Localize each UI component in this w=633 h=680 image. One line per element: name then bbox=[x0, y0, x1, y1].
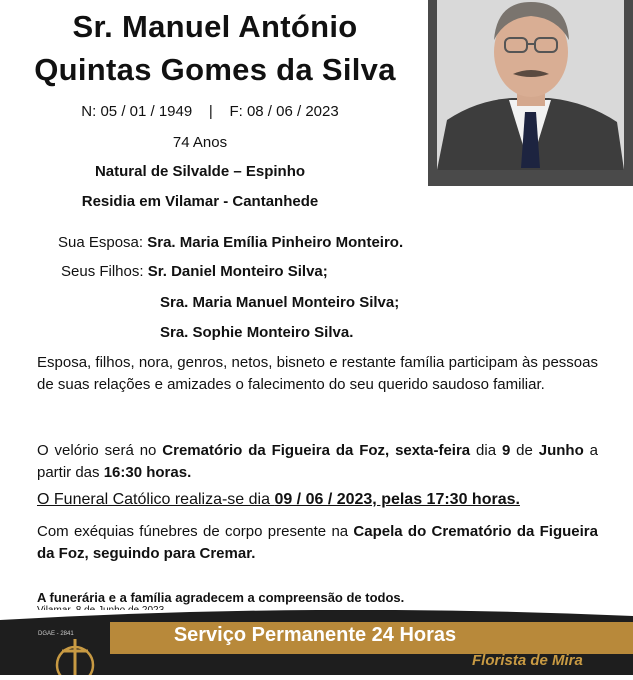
deceased-portrait bbox=[437, 0, 624, 170]
residence: Residia em Vilamar - Cantanhede bbox=[81, 193, 319, 210]
announcement-text: Esposa, filhos, nora, genros, netos, bisneto e restante família participam às pessoas de suas relações e amizades o falecimento do seu querido saudoso familiar. bbox=[37, 354, 598, 393]
service-banner-text: Serviço Permanente 24 Horas bbox=[173, 624, 457, 646]
service-text: Com exéquias fúnebres de corpo presente na bbox=[37, 523, 354, 540]
deceased-name-line1: Sr. Manuel António bbox=[72, 9, 358, 44]
birth-death-dates: N: 05 / 01 / 1949 | F: 08 / 06 / 2023 bbox=[81, 103, 339, 120]
spouse-label: Sua Esposa: bbox=[58, 234, 144, 251]
wake-text: dia bbox=[470, 442, 502, 459]
wake-info bbox=[37, 440, 598, 483]
spouse-name: Sra. Maria Emília Pinheiro Monteiro. bbox=[147, 234, 404, 251]
child-name: Sra. Maria Manuel Monteiro Silva; bbox=[160, 294, 400, 311]
funeral-text: O Funeral Católico realiza-se dia bbox=[37, 491, 275, 508]
wake-day: 9 bbox=[501, 442, 511, 459]
wake-text: a partir das bbox=[37, 442, 598, 481]
children-label: Seus Filhos: bbox=[61, 263, 144, 280]
birthplace: Natural de Silvalde – Espinho bbox=[94, 163, 306, 180]
dgae-license: DGAE - 2841 bbox=[38, 631, 74, 637]
funeral-datetime: 09 / 06 / 2023, pelas 17:30 horas. bbox=[274, 491, 520, 508]
thanks-text: A funerária e a família agradecem a compreensão de todos. bbox=[37, 590, 405, 605]
service-info bbox=[37, 521, 598, 564]
deceased-name-line2: Quintas Gomes da Silva bbox=[34, 52, 396, 87]
child-name: Sra. Sophie Monteiro Silva. bbox=[160, 324, 354, 341]
wake-text: de bbox=[510, 442, 539, 459]
wake-text: O velório será no bbox=[37, 442, 163, 459]
florista-name: Florista de Mira bbox=[472, 652, 583, 669]
child-name: Sr. Daniel Monteiro Silva; bbox=[147, 263, 328, 280]
spouse-line bbox=[58, 234, 403, 251]
wake-place: Crematório da Figueira da Foz, sexta-feira bbox=[162, 442, 471, 459]
cross-emblem-icon bbox=[50, 637, 100, 675]
wake-time: 16:30 horas. bbox=[103, 463, 192, 481]
service-place: Capela do Crematório da Figueira da Foz, seguindo para Cremar. bbox=[37, 523, 598, 562]
wake-month: Junho bbox=[538, 442, 584, 459]
age: 74 Anos bbox=[172, 134, 228, 151]
funeral-info bbox=[37, 491, 520, 509]
children-line bbox=[61, 263, 328, 280]
